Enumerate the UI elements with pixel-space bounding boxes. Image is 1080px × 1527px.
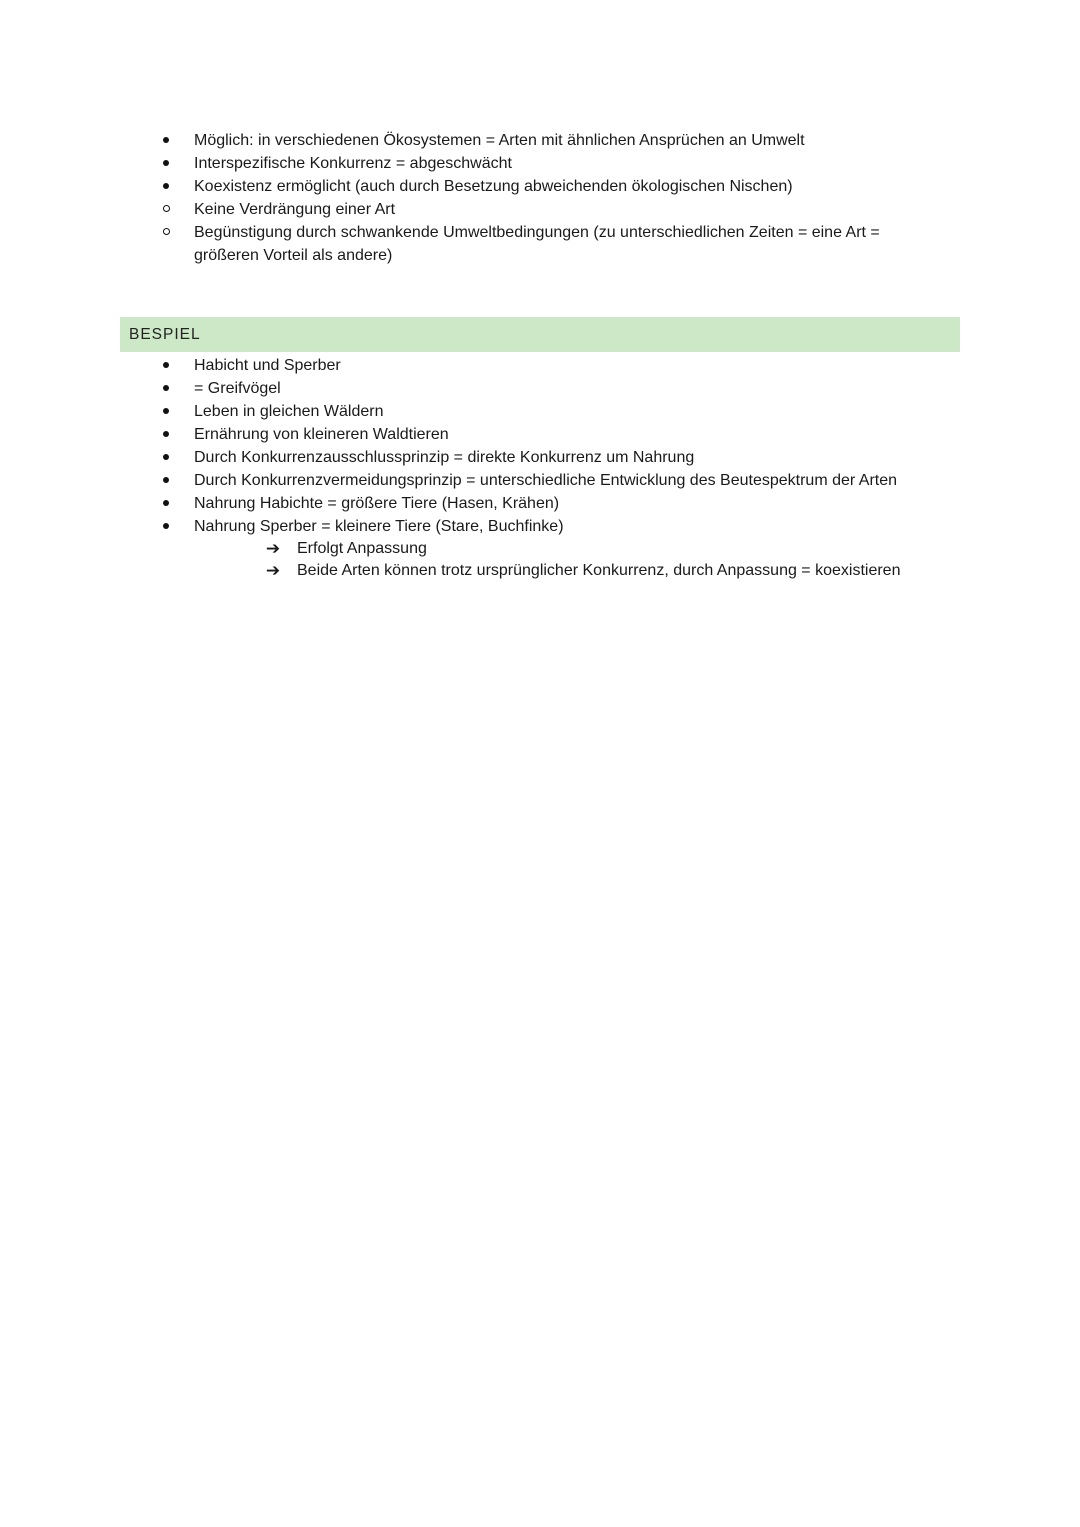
arrow-right-icon: ➔	[265, 539, 281, 558]
list-item-text: Habicht und Sperber	[194, 357, 341, 374]
bullet-dot-icon	[158, 175, 174, 198]
bullet-dot-icon	[158, 152, 174, 175]
bullet-circle-icon	[158, 221, 174, 244]
bullet-dot-icon	[158, 515, 174, 538]
arrow-right-icon: ➔	[265, 561, 281, 580]
list-item-text: Ernährung von kleineren Waldtieren	[194, 426, 449, 443]
list-item-text: Leben in gleichen Wäldern	[194, 403, 384, 420]
bullet-dot-icon	[158, 400, 174, 423]
list-item-text: Interspezifische Konkurrenz = abgeschwächt	[194, 155, 512, 172]
bullet-dot-icon	[158, 446, 174, 469]
list-item-text: Begünstigung durch schwankende Umweltbedingungen (zu unterschiedlichen Zeiten = eine Art = größeren Vorteil als andere)	[194, 224, 880, 264]
bullet-dot-icon	[158, 423, 174, 446]
list-item-text: Durch Konkurrenzvermeidungsprinzip = unterschiedliche Entwicklung des Beutespektrum der Arten	[194, 472, 898, 489]
list-item-text: Nahrung Sperber = kleinere Tiere (Stare, Buchfinke)	[194, 518, 564, 535]
section-heading-bar	[120, 317, 960, 352]
section-title: BESPIEL	[129, 326, 201, 343]
conclusion-text: Erfolgt Anpassung	[297, 540, 427, 557]
bullet-dot-icon	[158, 129, 174, 152]
bullet-dot-icon	[158, 354, 174, 377]
conclusion-text: Beide Arten können trotz ursprünglicher Konkurrenz, durch Anpassung = koexistieren	[297, 562, 901, 579]
list-item-text: Keine Verdrängung einer Art	[194, 201, 396, 218]
bullet-dot-icon	[158, 377, 174, 400]
list-item-text: Möglich: in verschiedenen Ökosystemen = Arten mit ähnlichen Ansprüchen an Umwelt	[194, 132, 805, 149]
list-item-text: = Greifvögel	[194, 380, 281, 397]
list-item-text: Koexistenz ermöglicht (auch durch Besetzung abweichenden ökologischen Nischen)	[194, 178, 793, 195]
list-item-text: Nahrung Habichte = größere Tiere (Hasen, Krähen)	[194, 495, 560, 512]
bullet-circle-icon	[158, 198, 174, 221]
list-item-text: Durch Konkurrenzausschlussprinzip = direkte Konkurrenz um Nahrung	[194, 449, 695, 466]
bullet-dot-icon	[158, 469, 174, 492]
bullet-dot-icon	[158, 492, 174, 515]
